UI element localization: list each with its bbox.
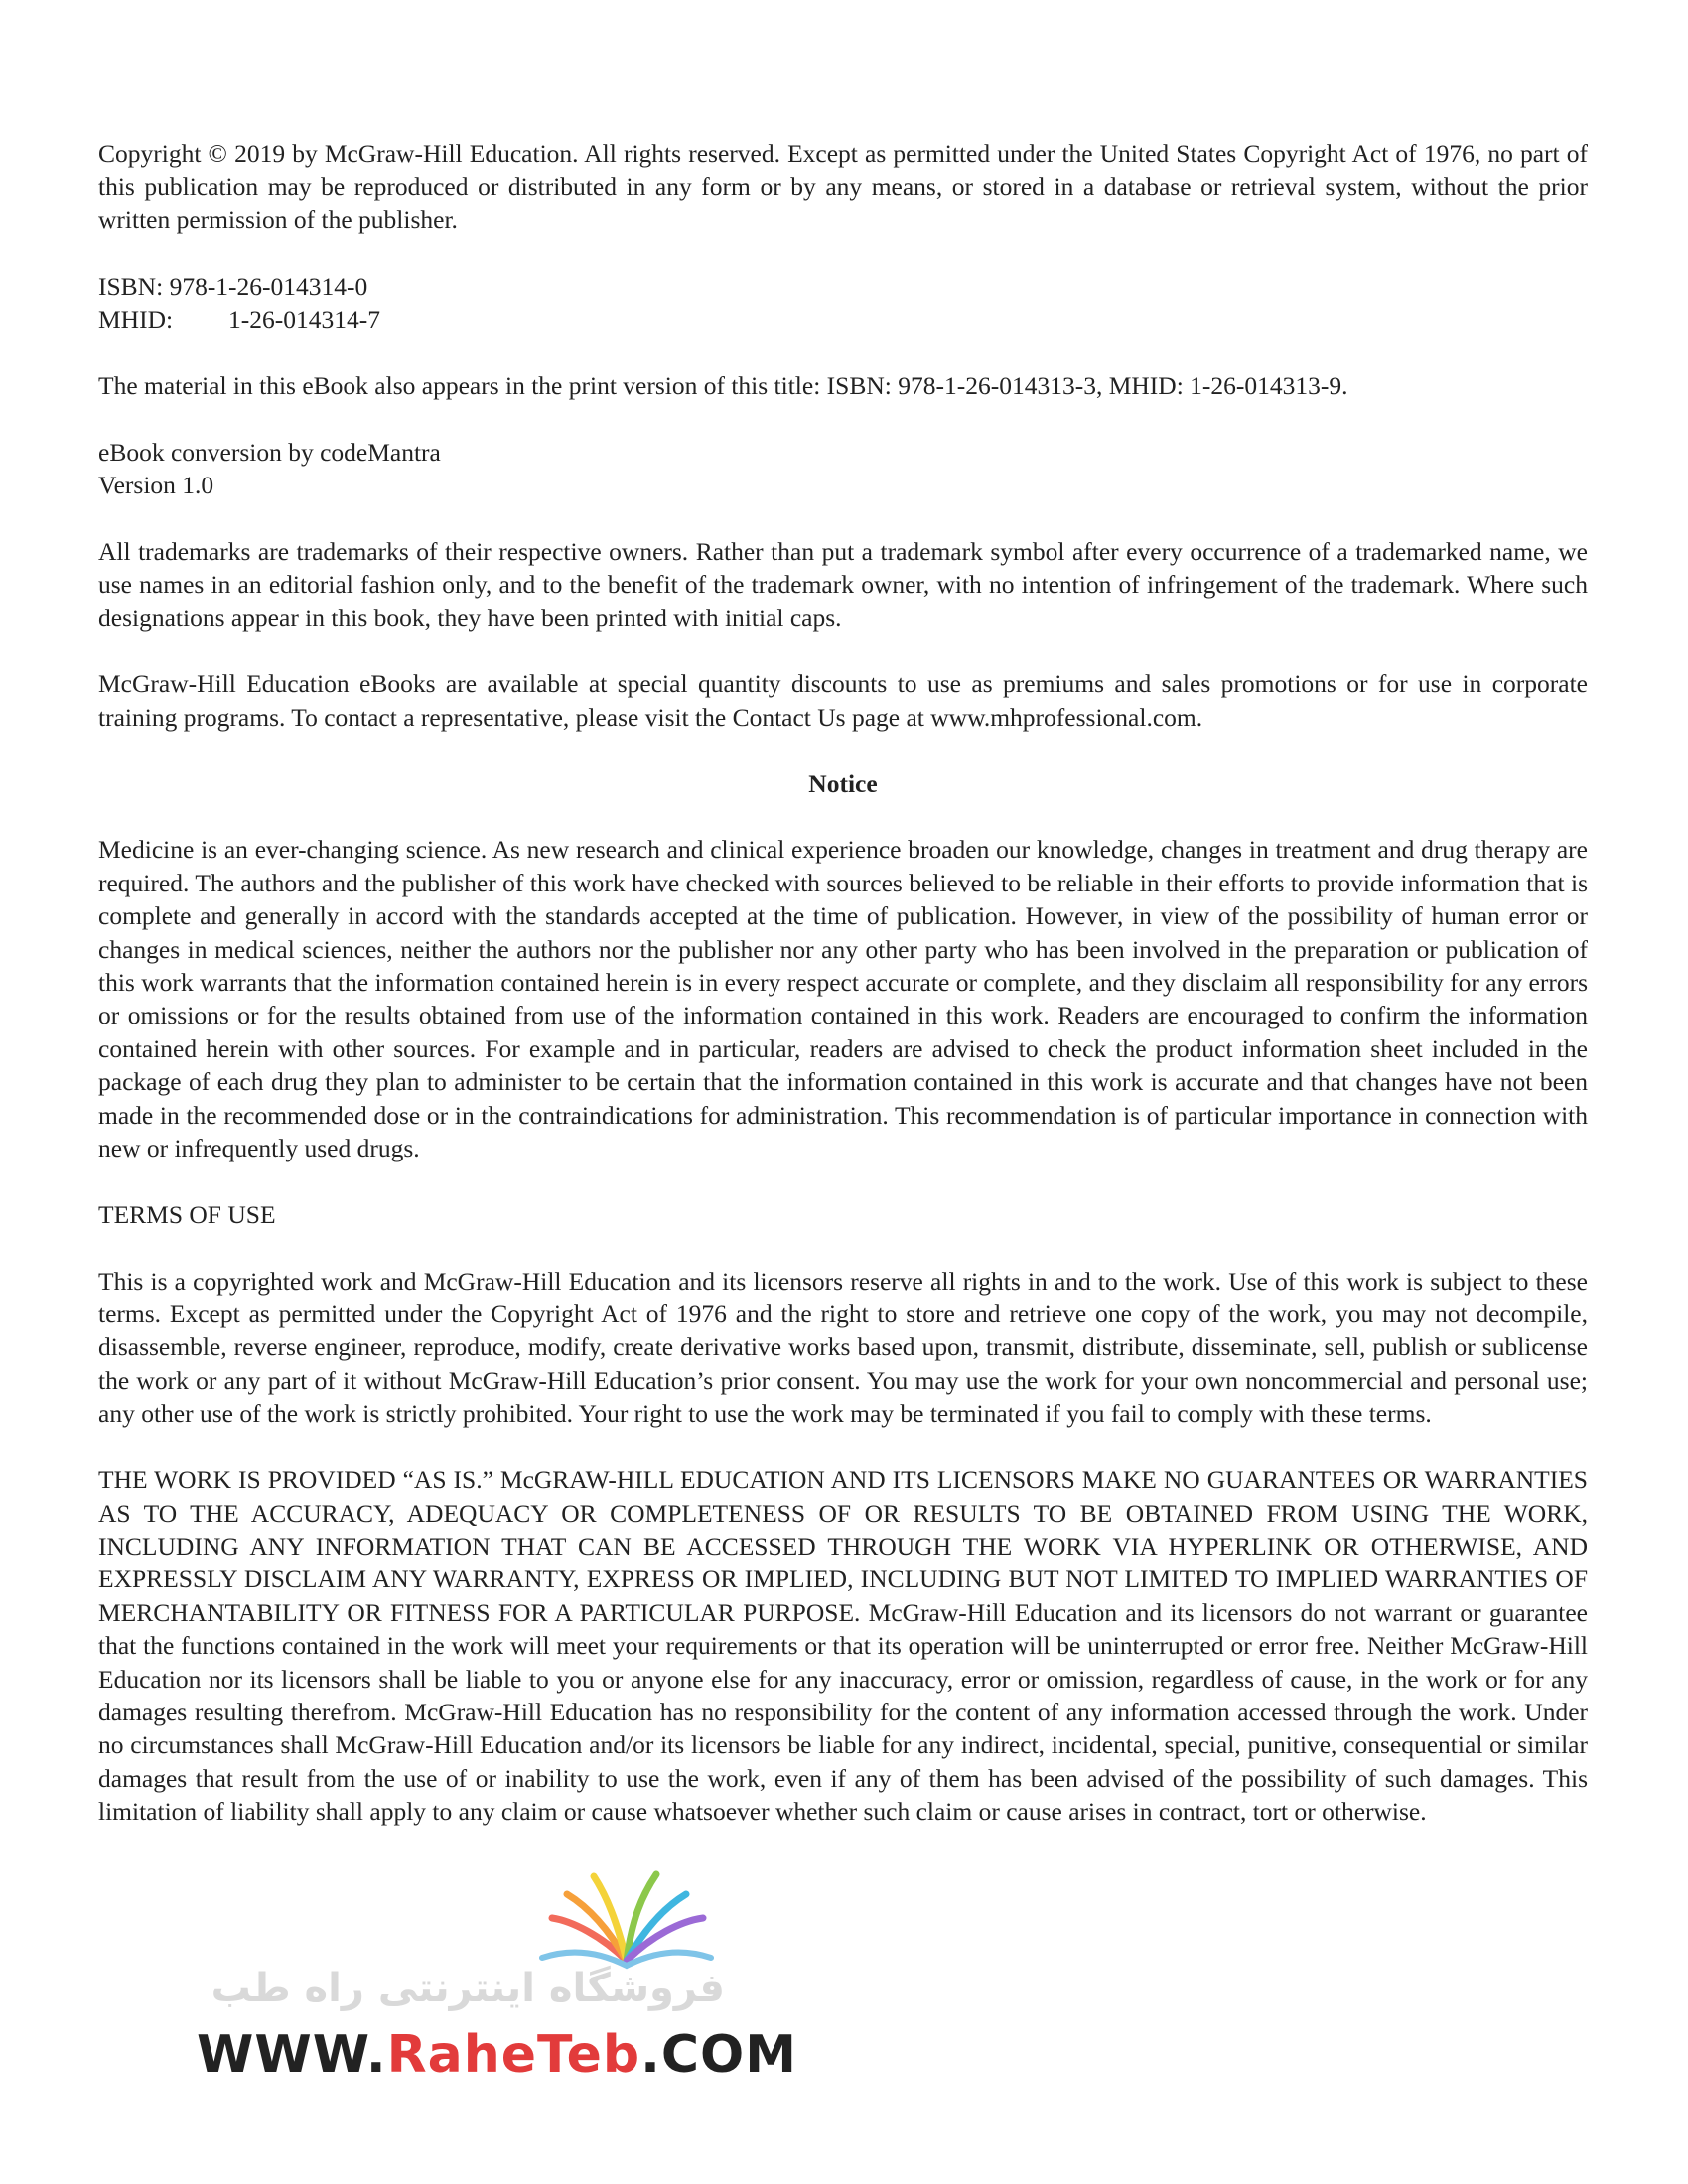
notice-heading: Notice <box>808 768 878 798</box>
url-prefix: WWW. <box>197 2025 387 2085</box>
watermark-persian-text: فروشگاه اینترنتی راه طب <box>211 1966 725 2011</box>
url-suffix: .COM <box>640 2025 797 2085</box>
trademarks-paragraph: All trademarks are trademarks of their respective owners. Rather than put a trademark symbol after every occurrence of a trademarked name, we use names in an editorial fashion only, and to the benefit of the trademark owner, with no intention of infringement of the trademark. Where such designations appear in this book, they have been printed with initial caps. <box>98 536 1588 632</box>
disclaimer-paragraph: THE WORK IS PROVIDED “AS IS.” McGRAW-HILL EDUCATION AND ITS LICENSORS MAKE NO GUARANTEES OR WARRANTIES AS TO THE ACCURACY, ADEQUACY OR COMPLETENESS OF OR RESULTS TO BE OBTAINED FROM USING THE WORK, INCLUDING ANY INFORMATION THAT CAN BE ACCESSED THROUGH THE WORK VIA HYPERLINK OR OTHERWISE, AND EXPRESSLY DISCLAIM ANY WARRANTY, EXPRESS OR IMPLIED, INCLUDING BUT NOT LIMITED TO IMPLIED WARRANTIES OF MERCHANTABILITY OR FITNESS FOR A PARTICULAR PURPOSE. McGraw-Hill Education and its licensors do not warrant or guarantee that the functions contained in the work will meet your requirements or that its operation will be uninterrupted or error free. Neither McGraw-Hill Education nor its licensors shall be liable to you or anyone else for any inaccuracy, error or omission, regardless of cause, in the work or for any damages resulting therefrom. McGraw-Hill Education has no responsibility for the content of any information accessed through the work. Under no circumstances shall McGraw-Hill Education and/or its licensors be liable for any indirect, incidental, special, punitive, consequential or similar damages that result from the use of or inability to use the work, even if any of them has been advised of the possibility of such damages. This limitation of liability shall apply to any claim or cause whatsoever whether such claim or cause arises in contract, tort or otherwise. <box>98 1465 1588 1827</box>
mhid-line <box>98 303 1588 336</box>
discounts-paragraph: McGraw-Hill Education eBooks are available at special quantity discounts to use as premiums and sales promotions or for use in corporate training programs. To contact a representative, please visit the Contact Us page at www.mhprofessional.com. <box>98 669 1588 732</box>
terms-heading: TERMS OF USE <box>98 1199 276 1229</box>
open-book-logo-icon <box>532 1866 721 1976</box>
print-version-text: The material in this eBook also appears in the print version of this title: ISBN: 978-1-26-014313-3, MHID: 1-26-014313-9. <box>98 370 1348 400</box>
conversion-credit: eBook conversion by codeMantra <box>98 437 441 467</box>
rahe-teb-watermark <box>189 1866 797 2105</box>
url-brand: RaheTeb <box>386 2025 641 2085</box>
copyright-page <box>98 137 1588 1861</box>
isbn-label: ISBN: <box>98 271 164 301</box>
conversion-block <box>98 436 1588 502</box>
terms-paragraph: This is a copyrighted work and McGraw-Hill Education and its licensors reserve all rights in and to the work. Use of this work is subject to these terms. Except as permitted under the Copyright Act of 1976 and the right to store and retrieve one copy of the work, you may not decompile, disassemble, reverse engineer, reproduce, modify, create derivative works based upon, transmit, distribute, disseminate, sell, publish or sublicense the work or any part of it without McGraw-Hill Education’s prior consent. You may use the work for your own noncommercial and personal use; any other use of the work is strictly prohibited. Your right to use the work may be terminated if you fail to comply with these terms. <box>98 1266 1588 1429</box>
version-line: Version 1.0 <box>98 471 214 500</box>
isbn-value: 978-1-26-014314-0 <box>169 271 368 301</box>
mhid-label: MHID: <box>98 305 174 335</box>
isbn-line <box>98 270 1588 303</box>
notice-paragraph: Medicine is an ever-changing science. As new research and clinical experience broaden our knowledge, changes in treatment and drug therapy are required. The authors and the publisher of this work have checked with sources believed to be reliable in their efforts to provide information that is complete and generally in accord with the standards accepted at the time of publication. However, in view of the possibility of human error or changes in medical sciences, neither the authors nor the publisher nor any other party who has been involved in the preparation or publication of this work warrants that the information contained herein is in every respect accurate or complete, and they disclaim all responsibility for any errors or omissions or for the results obtained from use of the information contained in this work. Readers are encouraged to confirm the information contained herein with other sources. For example and in particular, readers are advised to check the product information sheet included in the package of each drug they plan to administer to be certain that the information contained in this work is accurate and that changes have not been made in the recommended dose or in the contraindications for administration. This recommendation is of particular importance in connection with new or infrequently used drugs. <box>98 835 1588 1163</box>
copyright-notice: Copyright © 2019 by McGraw-Hill Education. All rights reserved. Except as permitted under the United States Copyright Act of 1976, no part of this publication may be reproduced or distributed in any form or by any means, or stored in a database or retrieval system, without the prior written permission of the publisher. <box>98 139 1588 234</box>
watermark-url <box>197 2025 797 2085</box>
print-version-note <box>98 369 1588 402</box>
mhid-value: 1-26-014314-7 <box>228 305 380 335</box>
isbn-block <box>98 270 1588 337</box>
